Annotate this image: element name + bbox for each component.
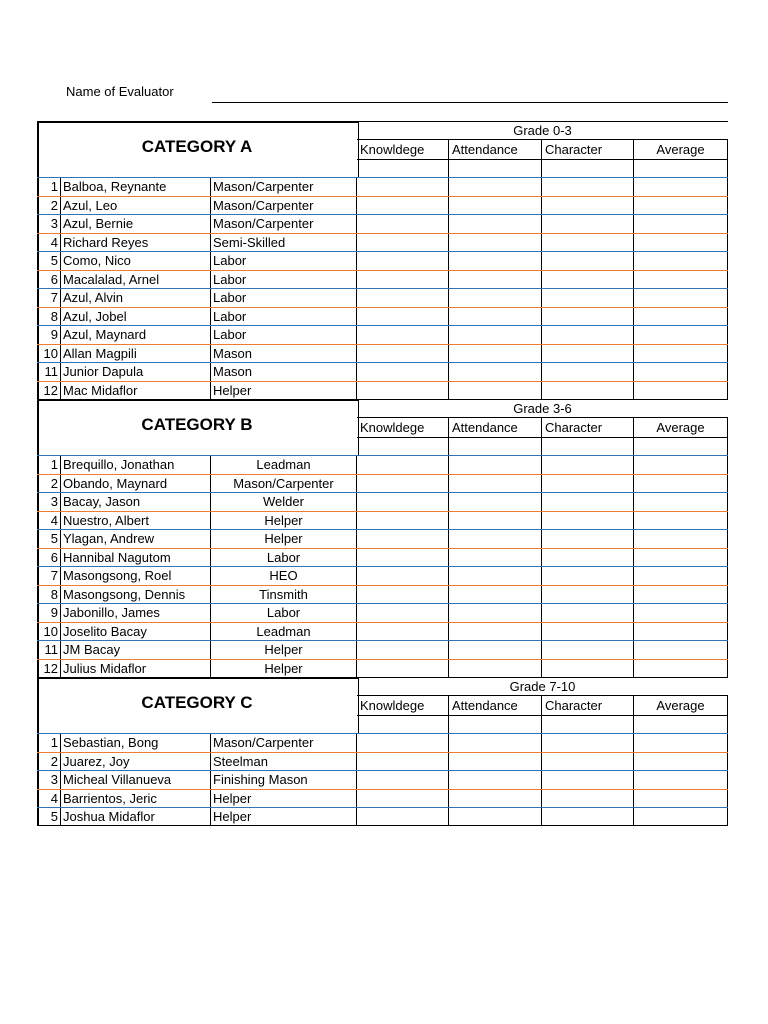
character-score-cell[interactable] — [542, 308, 634, 326]
average-score-cell[interactable] — [634, 604, 728, 622]
average-score-cell[interactable] — [634, 567, 728, 585]
row-number: 8 — [37, 586, 61, 604]
column-header-knowledge: Knowldege — [357, 418, 449, 437]
knowledge-score-cell[interactable] — [357, 234, 449, 252]
knowledge-score-cell[interactable] — [357, 771, 449, 789]
worker-role: Labor — [211, 604, 357, 622]
evaluation-sheet — [37, 121, 728, 826]
table-row — [37, 659, 728, 678]
average-score-cell[interactable] — [634, 234, 728, 252]
worker-name: Juarez, Joy — [61, 753, 211, 771]
score-header — [357, 139, 728, 160]
row-number: 1 — [37, 734, 61, 752]
knowledge-score-cell[interactable] — [357, 734, 449, 752]
column-header-average: Average — [634, 696, 728, 715]
row-number: 12 — [37, 660, 61, 678]
table-row — [37, 288, 728, 307]
attendance-score-cell[interactable] — [449, 549, 542, 567]
character-score-cell[interactable] — [542, 549, 634, 567]
character-score-cell[interactable] — [542, 790, 634, 808]
worker-name: Richard Reyes — [61, 234, 211, 252]
table-row — [37, 492, 728, 511]
worker-role: Labor — [211, 271, 357, 289]
worker-role: Helper — [211, 512, 357, 530]
category-block — [37, 121, 728, 399]
row-number: 7 — [37, 567, 61, 585]
character-score-cell[interactable] — [542, 604, 634, 622]
average-score-cell[interactable] — [634, 326, 728, 344]
worker-role: Helper — [211, 641, 357, 659]
row-number: 5 — [37, 530, 61, 548]
character-score-cell[interactable] — [542, 771, 634, 789]
worker-role: Leadman — [211, 456, 357, 474]
character-score-cell[interactable] — [542, 493, 634, 511]
blank-score-row — [357, 715, 728, 733]
attendance-score-cell[interactable] — [449, 623, 542, 641]
knowledge-score-cell[interactable] — [357, 586, 449, 604]
character-score-cell[interactable] — [542, 586, 634, 604]
table-row — [37, 807, 728, 826]
table-row — [37, 270, 728, 289]
row-number: 11 — [37, 641, 61, 659]
table-row — [37, 455, 728, 474]
table-row — [37, 566, 728, 585]
character-score-cell[interactable] — [542, 456, 634, 474]
attendance-score-cell[interactable] — [449, 586, 542, 604]
worker-role: Labor — [211, 308, 357, 326]
knowledge-score-cell[interactable] — [357, 456, 449, 474]
character-score-cell[interactable] — [542, 660, 634, 678]
row-number: 9 — [37, 604, 61, 622]
average-score-cell[interactable] — [634, 475, 728, 493]
worker-role: Labor — [211, 289, 357, 307]
knowledge-score-cell[interactable] — [357, 660, 449, 678]
worker-role: Steelman — [211, 753, 357, 771]
knowledge-score-cell[interactable] — [357, 567, 449, 585]
attendance-score-cell[interactable] — [449, 734, 542, 752]
character-score-cell[interactable] — [542, 567, 634, 585]
grade-range: Grade 7-10 — [357, 677, 728, 695]
category-title: CATEGORY A — [141, 137, 253, 156]
knowledge-score-cell[interactable] — [357, 623, 449, 641]
character-score-cell[interactable] — [542, 530, 634, 548]
average-score-cell[interactable] — [634, 345, 728, 363]
attendance-score-cell[interactable] — [449, 382, 542, 400]
worker-name: Joselito Bacay — [61, 623, 211, 641]
character-score-cell[interactable] — [542, 734, 634, 752]
worker-role: Labor — [211, 549, 357, 567]
row-number: 10 — [37, 345, 61, 363]
table-row — [37, 307, 728, 326]
worker-role: Labor — [211, 326, 357, 344]
worker-name: Jabonillo, James — [61, 604, 211, 622]
worker-name: Julius Midaflor — [61, 660, 211, 678]
attendance-score-cell[interactable] — [449, 215, 542, 233]
worker-role: Helper — [211, 530, 357, 548]
average-score-cell[interactable] — [634, 623, 728, 641]
row-number: 4 — [37, 512, 61, 530]
row-number: 1 — [37, 178, 61, 196]
attendance-score-cell[interactable] — [449, 289, 542, 307]
row-number: 8 — [37, 308, 61, 326]
average-score-cell[interactable] — [634, 549, 728, 567]
category-title: CATEGORY B — [141, 415, 253, 434]
grade-range: Grade 3-6 — [357, 399, 728, 417]
worker-role: Semi-Skilled — [211, 234, 357, 252]
attendance-score-cell[interactable] — [449, 252, 542, 270]
worker-name: Azul, Leo — [61, 197, 211, 215]
worker-role: Leadman — [211, 623, 357, 641]
average-score-cell[interactable] — [634, 363, 728, 381]
worker-name: Balboa, Reynante — [61, 178, 211, 196]
worker-name: Azul, Alvin — [61, 289, 211, 307]
character-score-cell[interactable] — [542, 289, 634, 307]
knowledge-score-cell[interactable] — [357, 753, 449, 771]
blank-score-row — [357, 437, 728, 455]
character-score-cell[interactable] — [542, 512, 634, 530]
character-score-cell[interactable] — [542, 326, 634, 344]
column-header-character: Character — [542, 140, 634, 159]
knowledge-score-cell[interactable] — [357, 197, 449, 215]
table-row — [37, 548, 728, 567]
table-row — [37, 177, 728, 196]
attendance-score-cell[interactable] — [449, 271, 542, 289]
table-row — [37, 640, 728, 659]
character-score-cell[interactable] — [542, 215, 634, 233]
attendance-score-cell[interactable] — [449, 493, 542, 511]
attendance-score-cell[interactable] — [449, 475, 542, 493]
knowledge-score-cell[interactable] — [357, 641, 449, 659]
knowledge-score-cell[interactable] — [357, 530, 449, 548]
row-number: 4 — [37, 234, 61, 252]
worker-name: Junior Dapula — [61, 363, 211, 381]
worker-name: Obando, Maynard — [61, 475, 211, 493]
row-number: 6 — [37, 549, 61, 567]
average-score-cell[interactable] — [634, 512, 728, 530]
character-score-cell[interactable] — [542, 475, 634, 493]
attendance-score-cell[interactable] — [449, 530, 542, 548]
average-score-cell[interactable] — [634, 456, 728, 474]
worker-name: Ylagan, Andrew — [61, 530, 211, 548]
row-number: 4 — [37, 790, 61, 808]
attendance-score-cell[interactable] — [449, 234, 542, 252]
worker-role: Mason — [211, 345, 357, 363]
average-score-cell[interactable] — [634, 178, 728, 196]
knowledge-score-cell[interactable] — [357, 493, 449, 511]
evaluator-label: Name of Evaluator — [66, 84, 174, 99]
table-row — [37, 733, 728, 752]
worker-name: Como, Nico — [61, 252, 211, 270]
row-number: 3 — [37, 215, 61, 233]
row-number: 3 — [37, 493, 61, 511]
attendance-score-cell[interactable] — [449, 567, 542, 585]
table-row — [37, 362, 728, 381]
worker-name: Masongsong, Roel — [61, 567, 211, 585]
average-score-cell[interactable] — [634, 271, 728, 289]
attendance-score-cell[interactable] — [449, 345, 542, 363]
average-score-cell[interactable] — [634, 252, 728, 270]
table-row — [37, 474, 728, 493]
worker-name: Nuestro, Albert — [61, 512, 211, 530]
score-header — [357, 417, 728, 438]
row-number: 2 — [37, 753, 61, 771]
knowledge-score-cell[interactable] — [357, 604, 449, 622]
attendance-score-cell[interactable] — [449, 512, 542, 530]
worker-role: Labor — [211, 252, 357, 270]
character-score-cell[interactable] — [542, 641, 634, 659]
character-score-cell[interactable] — [542, 178, 634, 196]
row-number: 2 — [37, 475, 61, 493]
worker-role: Helper — [211, 660, 357, 678]
table-row — [37, 511, 728, 530]
worker-name: Macalalad, Arnel — [61, 271, 211, 289]
worker-name: Allan Magpili — [61, 345, 211, 363]
average-score-cell[interactable] — [634, 215, 728, 233]
worker-role: Mason/Carpenter — [211, 734, 357, 752]
table-row — [37, 770, 728, 789]
average-score-cell[interactable] — [634, 382, 728, 400]
character-score-cell[interactable] — [542, 345, 634, 363]
worker-name: Hannibal Nagutom — [61, 549, 211, 567]
row-number: 11 — [37, 363, 61, 381]
worker-name: Brequillo, Jonathan — [61, 456, 211, 474]
character-score-cell[interactable] — [542, 753, 634, 771]
grade-range: Grade 0-3 — [357, 121, 728, 139]
attendance-score-cell[interactable] — [449, 178, 542, 196]
table-row — [37, 233, 728, 252]
worker-role: Mason/Carpenter — [211, 215, 357, 233]
table-row — [37, 603, 728, 622]
blank-score-row — [357, 159, 728, 177]
worker-name: Azul, Maynard — [61, 326, 211, 344]
average-score-cell[interactable] — [634, 530, 728, 548]
attendance-score-cell[interactable] — [449, 641, 542, 659]
worker-role: HEO — [211, 567, 357, 585]
knowledge-score-cell[interactable] — [357, 289, 449, 307]
table-row — [37, 325, 728, 344]
column-header-average: Average — [634, 140, 728, 159]
attendance-score-cell[interactable] — [449, 660, 542, 678]
worker-role: Welder — [211, 493, 357, 511]
average-score-cell[interactable] — [634, 808, 728, 825]
worker-role: Helper — [211, 808, 357, 825]
table-row — [37, 214, 728, 233]
knowledge-score-cell[interactable] — [357, 475, 449, 493]
worker-name: Masongsong, Dennis — [61, 586, 211, 604]
knowledge-score-cell[interactable] — [357, 382, 449, 400]
character-score-cell[interactable] — [542, 363, 634, 381]
average-score-cell[interactable] — [634, 493, 728, 511]
knowledge-score-cell[interactable] — [357, 363, 449, 381]
attendance-score-cell[interactable] — [449, 753, 542, 771]
knowledge-score-cell[interactable] — [357, 178, 449, 196]
table-row — [37, 752, 728, 771]
table-row — [37, 789, 728, 808]
character-score-cell[interactable] — [542, 252, 634, 270]
column-header-character: Character — [542, 418, 634, 437]
knowledge-score-cell[interactable] — [357, 308, 449, 326]
attendance-score-cell[interactable] — [449, 771, 542, 789]
row-number: 7 — [37, 289, 61, 307]
row-number: 2 — [37, 197, 61, 215]
table-row — [37, 585, 728, 604]
average-score-cell[interactable] — [634, 308, 728, 326]
column-header-knowledge: Knowldege — [357, 140, 449, 159]
attendance-score-cell[interactable] — [449, 326, 542, 344]
column-header-knowledge: Knowldege — [357, 696, 449, 715]
score-header — [357, 695, 728, 716]
column-header-attendance: Attendance — [449, 696, 542, 715]
worker-role: Helper — [211, 382, 357, 400]
worker-role: Helper — [211, 790, 357, 808]
attendance-score-cell[interactable] — [449, 604, 542, 622]
worker-name: Barrientos, Jeric — [61, 790, 211, 808]
average-score-cell[interactable] — [634, 734, 728, 752]
column-header-attendance: Attendance — [449, 418, 542, 437]
table-row — [37, 196, 728, 215]
worker-name: Azul, Bernie — [61, 215, 211, 233]
knowledge-score-cell[interactable] — [357, 215, 449, 233]
character-score-cell[interactable] — [542, 234, 634, 252]
table-row — [37, 344, 728, 363]
character-score-cell[interactable] — [542, 623, 634, 641]
character-score-cell[interactable] — [542, 271, 634, 289]
knowledge-score-cell[interactable] — [357, 345, 449, 363]
average-score-cell[interactable] — [634, 197, 728, 215]
knowledge-score-cell[interactable] — [357, 326, 449, 344]
row-number: 6 — [37, 271, 61, 289]
knowledge-score-cell[interactable] — [357, 808, 449, 825]
worker-role: Finishing Mason — [211, 771, 357, 789]
row-number: 10 — [37, 623, 61, 641]
worker-name: Micheal Villanueva — [61, 771, 211, 789]
worker-name: Azul, Jobel — [61, 308, 211, 326]
worker-name: Sebastian, Bong — [61, 734, 211, 752]
attendance-score-cell[interactable] — [449, 308, 542, 326]
average-score-cell[interactable] — [634, 753, 728, 771]
category-block — [37, 399, 728, 677]
row-number: 1 — [37, 456, 61, 474]
character-score-cell[interactable] — [542, 808, 634, 825]
average-score-cell[interactable] — [634, 586, 728, 604]
table-row — [37, 529, 728, 548]
character-score-cell[interactable] — [542, 197, 634, 215]
worker-role: Tinsmith — [211, 586, 357, 604]
worker-role: Mason/Carpenter — [211, 178, 357, 196]
row-number: 3 — [37, 771, 61, 789]
row-number: 5 — [37, 808, 61, 825]
worker-name: Joshua Midaflor — [61, 808, 211, 825]
average-score-cell[interactable] — [634, 790, 728, 808]
knowledge-score-cell[interactable] — [357, 512, 449, 530]
category-block — [37, 677, 728, 826]
table-row — [37, 251, 728, 270]
worker-name: Mac Midaflor — [61, 382, 211, 400]
table-row — [37, 381, 728, 400]
row-number: 9 — [37, 326, 61, 344]
attendance-score-cell[interactable] — [449, 808, 542, 825]
table-row — [37, 622, 728, 641]
knowledge-score-cell[interactable] — [357, 549, 449, 567]
average-score-cell[interactable] — [634, 641, 728, 659]
row-number: 5 — [37, 252, 61, 270]
knowledge-score-cell[interactable] — [357, 271, 449, 289]
column-header-attendance: Attendance — [449, 140, 542, 159]
worker-role: Mason/Carpenter — [211, 475, 357, 493]
category-title: CATEGORY C — [141, 693, 253, 712]
worker-role: Mason — [211, 363, 357, 381]
column-header-average: Average — [634, 418, 728, 437]
attendance-score-cell[interactable] — [449, 197, 542, 215]
evaluator-name-field[interactable] — [212, 102, 728, 103]
average-score-cell[interactable] — [634, 660, 728, 678]
average-score-cell[interactable] — [634, 289, 728, 307]
knowledge-score-cell[interactable] — [357, 252, 449, 270]
knowledge-score-cell[interactable] — [357, 790, 449, 808]
worker-role: Mason/Carpenter — [211, 197, 357, 215]
attendance-score-cell[interactable] — [449, 456, 542, 474]
worker-name: JM Bacay — [61, 641, 211, 659]
column-header-character: Character — [542, 696, 634, 715]
average-score-cell[interactable] — [634, 771, 728, 789]
worker-name: Bacay, Jason — [61, 493, 211, 511]
attendance-score-cell[interactable] — [449, 790, 542, 808]
row-number: 12 — [37, 382, 61, 400]
character-score-cell[interactable] — [542, 382, 634, 400]
attendance-score-cell[interactable] — [449, 363, 542, 381]
